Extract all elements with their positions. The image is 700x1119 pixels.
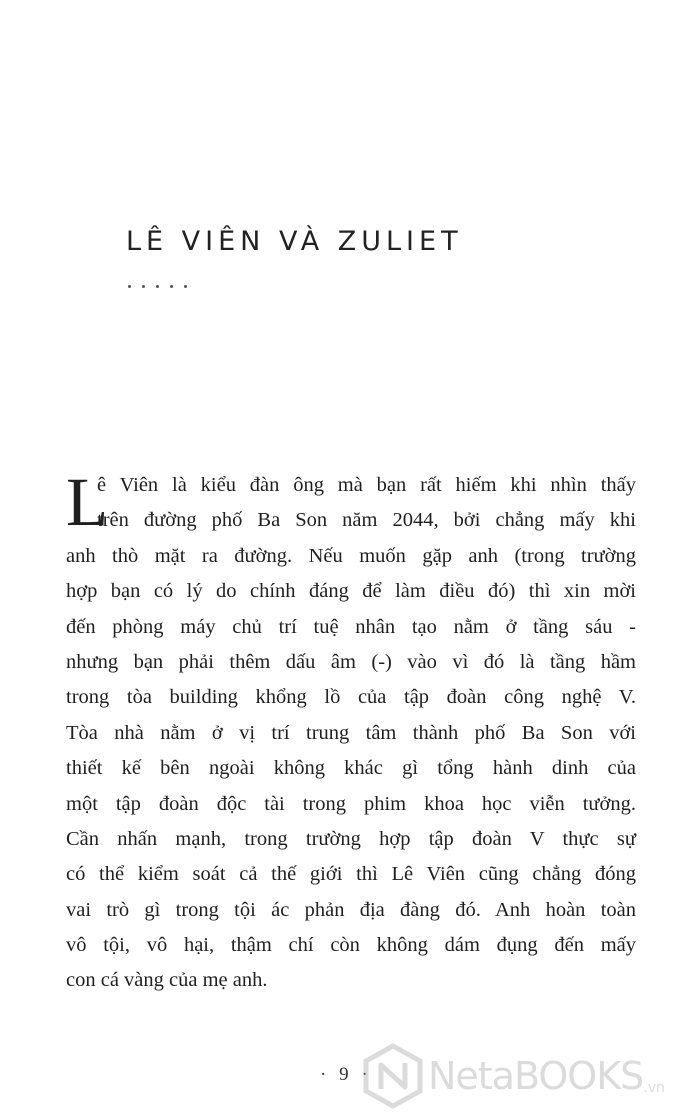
watermark-suffix: .vn [643, 1080, 665, 1096]
paragraph-line: trên đường phố Ba Son năm 2044, bởi chẳng mấy khi [97, 509, 636, 532]
ornament-dot [142, 285, 145, 288]
paragraph-line: vai trò gì trong tội ác phản địa đàng đó. Anh hoàn toàn [66, 898, 636, 921]
chapter-title: LÊ VIÊN VÀ ZULIET [126, 226, 463, 257]
paragraph-line: thiết kế bên ngoài không khác gì tổng hành dinh của [66, 757, 636, 780]
paragraph-line: ê Viên là kiểu đàn ông mà bạn rất hiếm khi nhìn thấy [97, 474, 636, 496]
title-ornament-dots [128, 285, 187, 288]
neta-hexagon-logo-icon [362, 1043, 424, 1109]
ornament-dot [128, 285, 131, 288]
paragraph-line: hợp bạn có lý do chính đáng để làm điều đó) thì xin mời [66, 580, 636, 603]
paragraph-line: anh thò mặt ra đường. Nếu muốn gặp anh (trong trường [66, 544, 636, 567]
paragraph-line: có thể kiểm soát cả thế giới thì Lê Viên cũng chẳng đóng [66, 863, 636, 886]
ornament-dot [184, 285, 187, 288]
paragraph-line: Tòa nhà nằm ở vị trí trung tâm thành phố Ba Son với [66, 721, 636, 744]
paragraph-line: vô tội, vô hại, thậm chí còn không dám đụng đến mấy [66, 934, 636, 957]
page-number: · 9 · [320, 1064, 372, 1085]
paragraph-line: nhưng bạn phải thêm dấu âm (-) vào vì đó là tầng hầm [66, 650, 636, 673]
watermark [362, 1040, 692, 1112]
paragraph-line: đến phòng máy chủ trí tuệ nhân tạo nằm ở tầng sáu - [66, 615, 636, 638]
paragraph-line: trong tòa building khổng lồ của tập đoàn công nghệ V. [66, 686, 636, 709]
ornament-dot [170, 285, 173, 288]
paragraph-line: con cá vàng của mẹ anh. [66, 969, 268, 992]
watermark-brand: NetaBOOKS [428, 1054, 644, 1098]
paragraph-line: Cần nhấn mạnh, trong trường hợp tập đoàn V thực sự [66, 827, 636, 850]
ornament-dot [156, 285, 159, 288]
body-paragraph [66, 464, 636, 999]
paragraph-line: một tập đoàn độc tài trong phim khoa học viễn tưởng. [66, 792, 636, 815]
drop-cap: L [66, 464, 109, 540]
